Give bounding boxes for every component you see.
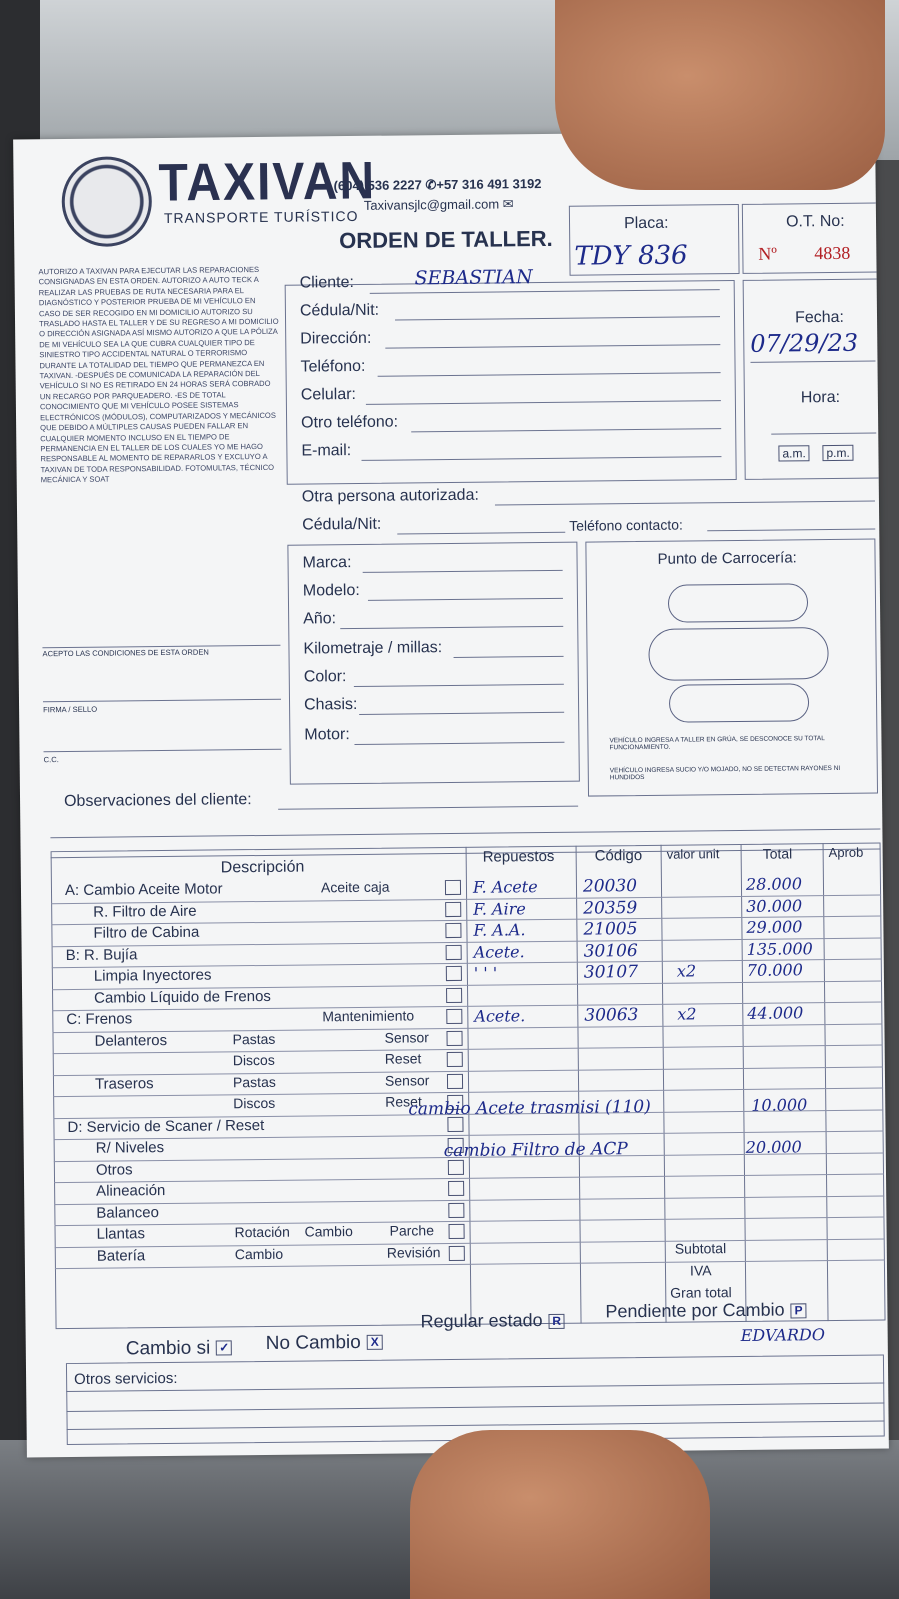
hora-label: Hora:: [800, 388, 841, 407]
placa-value: TDY 836: [574, 240, 688, 272]
row-valor-unit: x2: [677, 1004, 697, 1024]
cc-line: [44, 749, 282, 752]
row-checkbox[interactable]: [449, 1245, 465, 1260]
row-total: 135.000: [746, 938, 813, 959]
row-description: Filtro de Cabina: [93, 923, 200, 942]
row-total: 70.000: [746, 960, 803, 980]
no-cambio-checkbox[interactable]: X: [367, 1335, 383, 1350]
row-repuesto: Acete.: [474, 1006, 526, 1026]
no-cambio-text: No Cambio: [265, 1331, 361, 1354]
row-option-2: Reset: [385, 1093, 422, 1110]
row-repuesto: F. Acete: [472, 877, 538, 897]
kilometraje-label: Kilometraje / millas:: [303, 639, 443, 658]
row-option: Rotación: [234, 1223, 290, 1241]
row-repuesto: ' ' ': [473, 963, 498, 983]
handwritten-name: EDVARDO: [740, 1325, 826, 1345]
row-option: Pastas: [232, 1073, 276, 1090]
cedula2-line: [397, 532, 565, 535]
row-checkbox[interactable]: [448, 1159, 464, 1174]
row-checkbox[interactable]: [446, 966, 462, 981]
row-description: Limpia Inyectores: [93, 966, 212, 985]
email-label: E-mail:: [301, 442, 352, 460]
row-description: Balanceo: [96, 1203, 160, 1222]
car-top-view-icon: [648, 627, 829, 681]
row-codigo: 30106: [583, 940, 638, 962]
am-box: a.m.: [778, 445, 810, 461]
row-description: D: Servicio de Scaner / Reset: [67, 1116, 265, 1136]
pendiente-label: [605, 1299, 806, 1322]
motor-label: Motor:: [304, 726, 350, 744]
taxivan-logo: [61, 156, 152, 247]
placa-label: Placa:: [623, 214, 669, 233]
row-checkbox[interactable]: [445, 923, 461, 938]
row-description: Batería: [96, 1246, 146, 1265]
row-checkbox[interactable]: [446, 1030, 462, 1045]
no-cambio-label: [266, 1332, 383, 1355]
celular-label: Celular:: [300, 385, 357, 404]
carroceria-title: Punto de Carrocería:: [657, 549, 797, 568]
handwritten-line-1: cambio Acete trasmisi (110): [408, 1096, 651, 1120]
row-total: 28.000: [745, 874, 803, 894]
anio-label: Año:: [303, 610, 337, 628]
row-option: Discos: [232, 1051, 275, 1069]
accept-conditions: ACEPTO LAS CONDICIONES DE ESTA ORDEN: [42, 647, 209, 659]
row-checkbox[interactable]: [446, 1009, 462, 1024]
row-description: Otros: [95, 1160, 133, 1179]
ot-label: O.T. No:: [785, 212, 845, 231]
ot-no-prefix: Nº: [758, 243, 778, 264]
row-description: R/ Niveles: [95, 1139, 165, 1157]
row-description: Alineación: [96, 1182, 166, 1200]
phone-numbers: (604) 536 2227 ✆+57 316 491 3192: [333, 176, 542, 194]
cambio-si-text: Cambio si: [125, 1337, 211, 1360]
row-total: 30.000: [746, 895, 803, 916]
row-checkbox[interactable]: [448, 1181, 464, 1196]
row-description: B: R. Bujía: [65, 945, 138, 964]
vehicle-box: [287, 542, 579, 785]
cliente-value: SEBASTIAN: [414, 266, 533, 290]
brand-name: TAXIVAN: [158, 152, 377, 213]
observaciones-line-1: [278, 806, 578, 810]
row-option: Pastas: [232, 1030, 276, 1047]
row-description: A: Cambio Aceite Motor: [64, 880, 223, 900]
cliente-label: Cliente:: [299, 273, 354, 292]
observaciones-line-2: [50, 829, 880, 839]
regular-checkbox[interactable]: R: [549, 1314, 565, 1329]
header-repuestos: Repuestos: [482, 847, 555, 866]
telefono-contacto-label: Teléfono contacto:: [569, 516, 683, 534]
row-total: 29.000: [746, 917, 803, 937]
row-option-2: Sensor: [384, 1071, 430, 1089]
telefono-label: Teléfono:: [300, 357, 366, 376]
car-side-top-icon: [668, 583, 808, 622]
color-label: Color:: [303, 668, 347, 686]
handwritten-line-2: cambio Filtro de ACP: [443, 1139, 628, 1162]
regular-text: Regular estado: [420, 1310, 543, 1332]
row-description: Llantas: [96, 1225, 146, 1243]
firma-line: [43, 699, 281, 702]
ot-number: 4838: [814, 242, 851, 264]
row-option-2: Revisión: [386, 1243, 441, 1261]
telefono-contacto-line: [707, 529, 875, 532]
row-option: Aceite caja: [320, 878, 390, 896]
row-codigo: 30063: [584, 1005, 639, 1026]
row-codigo: 20030: [582, 876, 638, 897]
row-option: Discos: [233, 1094, 276, 1112]
row-option-2: Sensor: [384, 1028, 429, 1046]
row-checkbox[interactable]: [448, 1202, 464, 1217]
row-total: 44.000: [747, 1003, 804, 1023]
pm-box: p.m.: [822, 445, 854, 461]
row-option-3: Parche: [389, 1222, 435, 1239]
cambio-si-label: [126, 1337, 233, 1360]
brand-tagline: TRANSPORTE TURÍSTICO: [163, 207, 359, 226]
row-description: Delanteros: [94, 1031, 168, 1050]
pendiente-checkbox[interactable]: P: [790, 1303, 806, 1318]
row-option-2: Cambio: [304, 1223, 353, 1240]
iva-label: IVA: [689, 1262, 712, 1279]
handwritten-line-1-total: 10.000: [751, 1095, 808, 1115]
row-checkbox[interactable]: [445, 901, 461, 916]
hand-top: [555, 0, 885, 190]
row-checkbox[interactable]: [446, 944, 462, 959]
email-address: Taxivansjlc@gmail.com ✉: [363, 196, 514, 213]
observaciones-label: Observaciones del cliente:: [63, 791, 252, 811]
row-option: Cambio: [234, 1245, 284, 1262]
otra-persona-label: Otra persona autorizada:: [301, 486, 479, 506]
row-description: C: Frenos: [66, 1010, 133, 1029]
modelo-label: Modelo:: [302, 581, 360, 600]
row-checkbox[interactable]: [445, 880, 461, 895]
row-checkbox[interactable]: [447, 1073, 463, 1088]
authorization-notice: AUTORIZO A TAXIVAN PARA EJECUTAR LAS REPARACIONES CONSIGNADAS EN ESTA ORDEN. AUTORIZO A AUTO TECK A REALIZAR LAS PRUEBAS DE RUTA NECESARIA PARA EL DIAGNÓSTICO Y POSTERIOR PRUEBA DE MI VEHÍCULO EN CASO DE SER RECOGIDO EN MI DOMICILIO AUTORIZO SU TRASLADO HASTA EL TALLER Y DE SU REGRESO A MI DOMICILIO O DIRECCIÓN ASIGNADA ASÍ MISMO AUTORIZO A QUE LA PÓLIZA DE MI VEHÍCULO SEA LA QUE CUBRA CUALQUIER TIPO DE SINIESTRO TIPO ACCIDENTAL NATURAL O TERRORISMO DURANTE LA TOTALIDAD DEL TIEMPO QUE PERMANEZCA EN TAXIVAN. -DESPUÉS DE COMUNICADA LA REPARACIÓN DEL VEHÍCULO SI NO ES RETIRADO EN 24 HORAS SERÁ COBRADO UN RECARGO POR PARQUEADERO. -ES DE TOTAL CONOCIMIENTO QUE MI VEHÍCULO POSEE SISTEMAS ELECTRÓNICOS (MÓDULOS), COMPUTARIZADOS Y MECÁNICOS QUE DEBIDO A MÚLTIPLES CAUSAS PUEDEN FALLAR EN CUALQUIER MOMENTO INCLUSO EN EL TIEMPO DE PERMANENCIA EN EL TALLER DE LOS CUALES YO ME HAGO RESPONSABLE AL MOMENTO DE REPARARLOS Y EXCLUYO A TAXIVAN DE TODA RESPONSABILIDAD. FOTOMULTAS, TÉCNICO MECÁNICA Y SOAT: [38, 264, 279, 485]
otro-telefono-label: Otro teléfono:: [301, 413, 399, 432]
row-checkbox[interactable]: [449, 1224, 465, 1239]
work-order-sheet: [13, 131, 889, 1458]
regular-label: [420, 1310, 564, 1333]
document-title: ORDEN DE TALLER.: [339, 225, 553, 254]
row-option-2: Reset: [384, 1050, 422, 1067]
row-codigo: 30107: [583, 962, 639, 983]
header-codigo: Código: [594, 847, 643, 865]
firma-label: FIRMA / SELLO: [43, 704, 98, 715]
header-total: Total: [762, 845, 793, 862]
marca-label: Marca:: [302, 554, 352, 572]
header-aprob: Aprob: [828, 844, 864, 861]
row-option: Mantenimiento: [322, 1007, 415, 1025]
row-description: Traseros: [94, 1074, 154, 1093]
cedula2-label: Cédula/Nit:: [302, 515, 382, 534]
row-checkbox[interactable]: [447, 1052, 463, 1067]
otros-servicios-label: Otros servicios:: [74, 1369, 178, 1388]
row-valor-unit: x2: [676, 961, 697, 981]
car-side-bottom-icon: [669, 683, 809, 722]
cc-label: C.C.: [43, 755, 59, 765]
direccion-label: Dirección:: [300, 329, 372, 348]
header-valor-unit: valor unit: [666, 846, 720, 862]
cambio-si-checkbox[interactable]: ✓: [216, 1341, 232, 1356]
hand-bottom: [410, 1430, 710, 1599]
cedula-label: Cédula/Nit:: [299, 301, 380, 320]
row-description: Cambio Líquido de Frenos: [94, 987, 271, 1007]
carroceria-note-2: VEHÍCULO INGRESA SUCIO Y/O MOJADO, NO SE DETECTAN RAYONES NI HUNDIDOS: [609, 764, 841, 782]
row-codigo: 20359: [583, 897, 638, 919]
fecha-value: 07/29/23: [750, 328, 859, 358]
carroceria-note-1: VEHÍCULO INGRESA A TALLER EN GRÚA, SE DESCONOCE SU TOTAL FUNCIONAMIENTO.: [609, 735, 825, 752]
otra-persona-line: [495, 501, 875, 506]
subtotal-label: Subtotal: [674, 1240, 727, 1257]
row-checkbox[interactable]: [446, 987, 462, 1002]
row-repuesto: F. Aire: [473, 898, 526, 919]
row-repuesto: F. A.A.: [473, 920, 526, 940]
chasis-label: Chasis:: [303, 695, 358, 714]
pendiente-text: Pendiente por Cambio: [605, 1299, 785, 1322]
row-description: R. Filtro de Aire: [93, 902, 197, 921]
row-repuesto: Acete.: [473, 941, 525, 962]
gran-total-label: Gran total: [670, 1284, 732, 1301]
header-descripcion: Descripción: [220, 858, 305, 877]
handwritten-line-2-total: 20.000: [745, 1137, 802, 1157]
fecha-label: Fecha:: [794, 308, 845, 327]
row-codigo: 21005: [583, 919, 638, 940]
